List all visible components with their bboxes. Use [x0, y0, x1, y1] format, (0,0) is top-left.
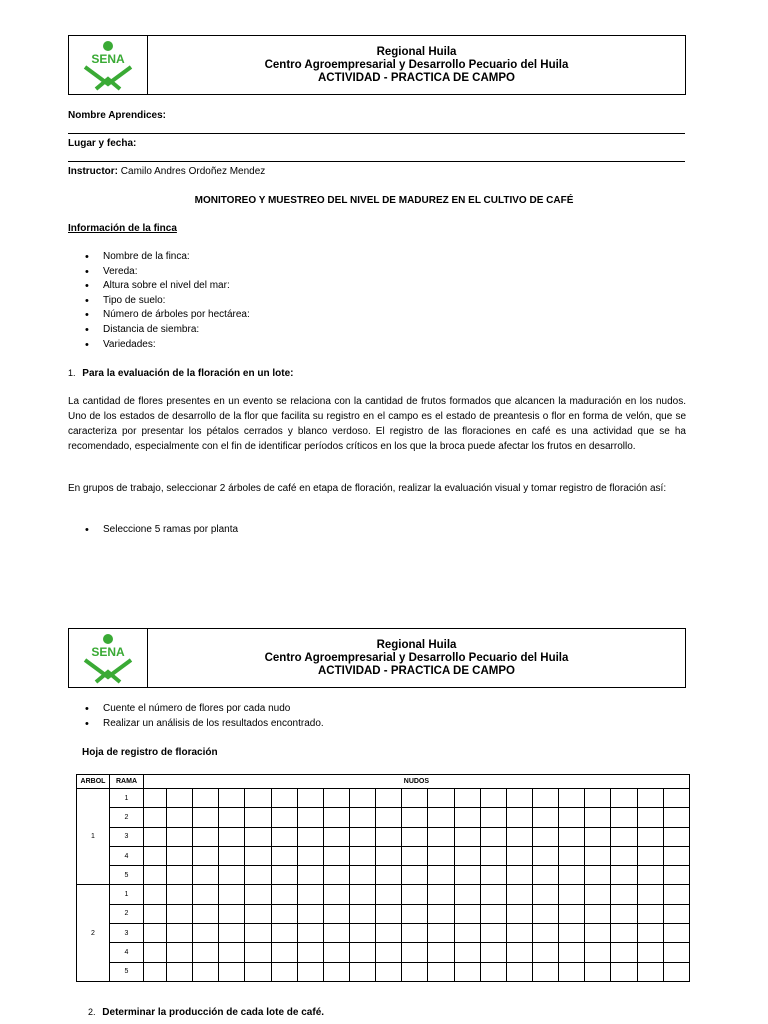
nudo-cell[interactable]	[245, 827, 271, 846]
nudo-cell[interactable]	[297, 866, 323, 885]
nudo-cell[interactable]	[559, 827, 585, 846]
nudo-cell[interactable]	[349, 962, 375, 981]
nudo-cell[interactable]	[193, 789, 219, 808]
nudo-cell[interactable]	[506, 924, 532, 943]
bullet-seleccione: • Seleccione 5 ramas por planta	[68, 523, 238, 538]
finca-heading: Información de la finca	[68, 223, 177, 234]
finca-item-nombre: • Nombre de la finca:	[68, 250, 250, 265]
nudo-cell[interactable]	[663, 789, 689, 808]
header-centro: Centro Agroempresarial y Desarrollo Pecuario del Huila	[264, 651, 569, 664]
nudo-cell[interactable]	[402, 827, 428, 846]
section-1-bullets-b	[68, 702, 324, 731]
nudo-cell[interactable]	[323, 943, 349, 962]
nudo-cell[interactable]	[349, 885, 375, 904]
nudo-cell[interactable]	[167, 943, 193, 962]
nudo-cell[interactable]	[144, 866, 167, 885]
nudo-cell[interactable]	[480, 789, 506, 808]
nudo-cell[interactable]	[532, 943, 558, 962]
lugar-fecha-line	[68, 161, 685, 162]
nombre-aprendices-line	[68, 133, 685, 134]
nudo-cell[interactable]	[193, 827, 219, 846]
nudo-cell[interactable]	[219, 789, 245, 808]
arbol-cell: 1	[77, 789, 110, 885]
nudo-cell[interactable]	[480, 846, 506, 865]
nudo-cell[interactable]	[402, 866, 428, 885]
registro-floracion-table	[76, 774, 690, 982]
nudo-cell[interactable]	[428, 924, 454, 943]
nudo-cell[interactable]	[585, 827, 611, 846]
nudo-cell[interactable]	[219, 846, 245, 865]
nudo-cell[interactable]	[271, 808, 297, 827]
nudo-cell[interactable]	[663, 827, 689, 846]
nudo-cell[interactable]	[219, 885, 245, 904]
nudo-cell[interactable]	[637, 808, 663, 827]
nudo-cell[interactable]	[245, 924, 271, 943]
table-row	[77, 924, 690, 943]
nudo-cell[interactable]	[637, 904, 663, 923]
nudo-cell[interactable]	[323, 962, 349, 981]
nudo-cell[interactable]	[663, 943, 689, 962]
nudo-cell[interactable]	[349, 943, 375, 962]
nudo-cell[interactable]	[402, 885, 428, 904]
nudo-cell[interactable]	[506, 962, 532, 981]
nudo-cell[interactable]	[663, 866, 689, 885]
nudo-cell[interactable]	[349, 846, 375, 865]
nudo-cell[interactable]	[402, 808, 428, 827]
nudo-cell[interactable]	[376, 885, 402, 904]
nudo-cell[interactable]	[349, 827, 375, 846]
col-arbol-header: ARBOL	[77, 775, 110, 789]
nudo-cell[interactable]	[559, 943, 585, 962]
nudo-cell[interactable]	[144, 846, 167, 865]
nudo-cell[interactable]	[454, 866, 480, 885]
nudo-cell[interactable]	[271, 846, 297, 865]
nudo-cell[interactable]	[376, 846, 402, 865]
table-row	[77, 943, 690, 962]
nudo-cell[interactable]	[376, 866, 402, 885]
nudo-cell[interactable]	[167, 789, 193, 808]
nudo-cell[interactable]	[271, 885, 297, 904]
nudo-cell[interactable]	[144, 808, 167, 827]
nudo-cell[interactable]	[144, 943, 167, 962]
nudo-cell[interactable]	[297, 885, 323, 904]
sena-logo-text: SENA	[91, 645, 125, 659]
nudo-cell[interactable]	[144, 827, 167, 846]
nudo-cell[interactable]	[271, 962, 297, 981]
nudo-cell[interactable]	[428, 943, 454, 962]
nudo-cell[interactable]	[637, 866, 663, 885]
nudo-cell[interactable]	[402, 943, 428, 962]
nudo-cell[interactable]	[297, 943, 323, 962]
header-actividad: ACTIVIDAD - PRACTICA DE CAMPO	[318, 71, 515, 84]
page-header-2	[68, 628, 686, 688]
nudo-cell[interactable]	[454, 846, 480, 865]
nudo-cell[interactable]	[585, 904, 611, 923]
nudo-cell[interactable]	[428, 904, 454, 923]
finca-list	[68, 250, 250, 352]
nudo-cell[interactable]	[480, 808, 506, 827]
header-actividad: ACTIVIDAD - PRACTICA DE CAMPO	[318, 664, 515, 677]
registro-title: Hoja de registro de floración	[82, 747, 218, 758]
nudo-cell[interactable]	[144, 962, 167, 981]
nudo-cell[interactable]	[663, 846, 689, 865]
rama-cell: 3	[110, 827, 144, 846]
nudo-cell[interactable]	[637, 885, 663, 904]
nudo-cell[interactable]	[637, 789, 663, 808]
nudo-cell[interactable]	[323, 924, 349, 943]
sena-logo	[69, 36, 148, 94]
section-2-heading	[88, 1006, 324, 1019]
nudo-cell[interactable]	[167, 924, 193, 943]
section-1-number: 1.	[68, 368, 76, 378]
header-regional: Regional Huila	[376, 638, 457, 651]
nudo-cell[interactable]	[559, 789, 585, 808]
nudo-cell[interactable]	[480, 885, 506, 904]
nudo-cell[interactable]	[506, 943, 532, 962]
nudo-cell[interactable]	[506, 904, 532, 923]
nudo-cell[interactable]	[349, 808, 375, 827]
document-title: MONITOREO Y MUESTREO DEL NIVEL DE MADUREZ EN EL CULTIVO DE CAFÉ	[194, 195, 574, 206]
nudo-cell[interactable]	[376, 962, 402, 981]
nudo-cell[interactable]	[611, 827, 637, 846]
nudo-cell[interactable]	[663, 885, 689, 904]
nudo-cell[interactable]	[297, 846, 323, 865]
nudo-cell[interactable]	[532, 885, 558, 904]
nudo-cell[interactable]	[167, 904, 193, 923]
nudo-cell[interactable]	[585, 789, 611, 808]
finca-item-vereda: • Vereda:	[68, 265, 250, 280]
nudo-cell[interactable]	[167, 846, 193, 865]
nudo-cell[interactable]	[402, 904, 428, 923]
table-header-row	[77, 775, 690, 789]
nudo-cell[interactable]	[271, 904, 297, 923]
nudo-cell[interactable]	[480, 904, 506, 923]
section-1-title: Para la evaluación de la floración en un lote:	[82, 368, 294, 379]
nudo-cell[interactable]	[323, 827, 349, 846]
nudo-cell[interactable]	[559, 846, 585, 865]
section-2-number: 2.	[88, 1007, 96, 1017]
nudo-cell[interactable]	[637, 846, 663, 865]
table-row	[77, 962, 690, 981]
nudo-cell[interactable]	[532, 827, 558, 846]
nudo-cell[interactable]	[585, 846, 611, 865]
nudo-cell[interactable]	[559, 924, 585, 943]
nudo-cell[interactable]	[454, 808, 480, 827]
nudo-cell[interactable]	[611, 943, 637, 962]
nudo-cell[interactable]	[245, 962, 271, 981]
nudo-cell[interactable]	[193, 904, 219, 923]
nudo-cell[interactable]	[428, 885, 454, 904]
bullet-analisis: • Realizar un análisis de los resultados encontrado.	[68, 717, 324, 732]
finca-item-arboles: • Número de árboles por hectárea:	[68, 308, 250, 323]
nudo-cell[interactable]	[245, 943, 271, 962]
nudo-cell[interactable]	[323, 866, 349, 885]
nudo-cell[interactable]	[297, 827, 323, 846]
instructor-value: Camilo Andres Ordoñez Mendez	[120, 166, 266, 177]
nudo-cell[interactable]	[245, 789, 271, 808]
nudo-cell[interactable]	[193, 962, 219, 981]
nudo-cell[interactable]	[532, 808, 558, 827]
nudo-cell[interactable]	[454, 904, 480, 923]
nudo-cell[interactable]	[167, 866, 193, 885]
nudo-cell[interactable]	[637, 924, 663, 943]
table-row	[77, 827, 690, 846]
section-1-bullets-a	[68, 523, 238, 538]
nudo-cell[interactable]	[167, 808, 193, 827]
nudo-cell[interactable]	[376, 904, 402, 923]
nudo-cell[interactable]	[193, 924, 219, 943]
nudo-cell[interactable]	[349, 789, 375, 808]
nudo-cell[interactable]	[376, 789, 402, 808]
table-row	[77, 789, 690, 808]
rama-cell: 4	[110, 943, 144, 962]
nudo-cell[interactable]	[663, 962, 689, 981]
nudo-cell[interactable]	[637, 962, 663, 981]
nudo-cell[interactable]	[323, 885, 349, 904]
nudo-cell[interactable]	[559, 885, 585, 904]
nudo-cell[interactable]	[402, 789, 428, 808]
nombre-aprendices-label: Nombre Aprendices:	[68, 110, 166, 121]
nudo-cell[interactable]	[323, 846, 349, 865]
nudo-cell[interactable]	[532, 962, 558, 981]
nudo-cell[interactable]	[428, 866, 454, 885]
nudo-cell[interactable]	[323, 808, 349, 827]
finca-item-variedades: • Variedades:	[68, 338, 250, 353]
nudo-cell[interactable]	[585, 943, 611, 962]
rama-cell: 5	[110, 866, 144, 885]
nudo-cell[interactable]	[376, 943, 402, 962]
nudo-cell[interactable]	[611, 808, 637, 827]
nudo-cell[interactable]	[454, 827, 480, 846]
nudo-cell[interactable]	[532, 846, 558, 865]
finca-item-distancia: • Distancia de siembra:	[68, 323, 250, 338]
nudo-cell[interactable]	[428, 808, 454, 827]
nudo-cell[interactable]	[144, 885, 167, 904]
nudo-cell[interactable]	[559, 866, 585, 885]
nudo-cell[interactable]	[219, 943, 245, 962]
header-centro: Centro Agroempresarial y Desarrollo Pecuario del Huila	[264, 58, 569, 71]
rama-cell: 1	[110, 885, 144, 904]
rama-cell: 4	[110, 846, 144, 865]
table-row	[77, 885, 690, 904]
nudo-cell[interactable]	[144, 904, 167, 923]
nudo-cell[interactable]	[480, 962, 506, 981]
nudo-cell[interactable]	[167, 885, 193, 904]
section-1-heading	[68, 367, 293, 380]
nudo-cell[interactable]	[428, 827, 454, 846]
instructor-row	[68, 165, 265, 178]
rama-cell: 5	[110, 962, 144, 981]
nudo-cell[interactable]	[454, 924, 480, 943]
nudo-cell[interactable]	[585, 924, 611, 943]
nudo-cell[interactable]	[219, 962, 245, 981]
lugar-fecha-label: Lugar y fecha:	[68, 138, 137, 149]
nudo-cell[interactable]	[585, 962, 611, 981]
nudo-cell[interactable]	[349, 904, 375, 923]
rama-cell: 2	[110, 904, 144, 923]
bullet-cuente: • Cuente el número de flores por cada nudo	[68, 702, 324, 717]
sena-logo-text: SENA	[91, 52, 125, 66]
nudo-cell[interactable]	[245, 846, 271, 865]
nudo-cell[interactable]	[480, 924, 506, 943]
nudo-cell[interactable]	[402, 962, 428, 981]
table-row	[77, 808, 690, 827]
nudo-cell[interactable]	[245, 866, 271, 885]
table-row	[77, 866, 690, 885]
nudo-cell[interactable]	[297, 904, 323, 923]
nudo-cell[interactable]	[532, 904, 558, 923]
nudo-cell[interactable]	[193, 846, 219, 865]
nudo-cell[interactable]	[376, 827, 402, 846]
nudo-cell[interactable]	[506, 885, 532, 904]
nudo-cell[interactable]	[637, 943, 663, 962]
nudo-cell[interactable]	[219, 904, 245, 923]
rama-cell: 1	[110, 789, 144, 808]
nudo-cell[interactable]	[271, 789, 297, 808]
instructor-label: Instructor:	[68, 166, 118, 177]
nudo-cell[interactable]	[193, 866, 219, 885]
nudo-cell[interactable]	[663, 904, 689, 923]
nudo-cell[interactable]	[144, 924, 167, 943]
nudo-cell[interactable]	[532, 924, 558, 943]
nudo-cell[interactable]	[271, 924, 297, 943]
nudo-cell[interactable]	[167, 962, 193, 981]
nudo-cell[interactable]	[611, 924, 637, 943]
arbol-cell: 2	[77, 885, 110, 981]
header-regional: Regional Huila	[376, 45, 457, 58]
nudo-cell[interactable]	[245, 808, 271, 827]
nudo-cell[interactable]	[454, 962, 480, 981]
nudo-cell[interactable]	[611, 789, 637, 808]
nudo-cell[interactable]	[297, 962, 323, 981]
section-2-title: Determinar la producción de cada lote de café.	[102, 1007, 325, 1018]
nudo-cell[interactable]	[611, 962, 637, 981]
nudo-cell[interactable]	[376, 924, 402, 943]
nudo-cell[interactable]	[245, 885, 271, 904]
nudo-cell[interactable]	[506, 827, 532, 846]
sena-logo	[69, 629, 148, 687]
nudo-cell[interactable]	[506, 808, 532, 827]
nudo-cell[interactable]	[193, 943, 219, 962]
nudo-cell[interactable]	[323, 789, 349, 808]
nudo-cell[interactable]	[611, 885, 637, 904]
nudo-cell[interactable]	[297, 808, 323, 827]
table-row	[77, 904, 690, 923]
nudo-cell[interactable]	[219, 866, 245, 885]
nudo-cell[interactable]	[144, 789, 167, 808]
section-1-paragraph-2: En grupos de trabajo, seleccionar 2 árboles de café en etapa de floración, realizar la evaluación visual y tomar registro de floración así:	[68, 483, 667, 494]
rama-cell: 3	[110, 924, 144, 943]
nudo-cell[interactable]	[480, 943, 506, 962]
nudo-cell[interactable]	[428, 789, 454, 808]
nudo-cell[interactable]	[193, 885, 219, 904]
nudo-cell[interactable]	[532, 866, 558, 885]
nudo-cell[interactable]	[611, 846, 637, 865]
nudo-cell[interactable]	[323, 904, 349, 923]
nudo-cell[interactable]	[402, 924, 428, 943]
nudo-cell[interactable]	[480, 827, 506, 846]
nudo-cell[interactable]	[585, 808, 611, 827]
nudo-cell[interactable]	[219, 827, 245, 846]
nudo-cell[interactable]	[585, 885, 611, 904]
nudo-cell[interactable]	[506, 846, 532, 865]
nudo-cell[interactable]	[611, 904, 637, 923]
nudo-cell[interactable]	[402, 846, 428, 865]
nudo-cell[interactable]	[559, 904, 585, 923]
nudo-cell[interactable]	[349, 924, 375, 943]
finca-item-altura: • Altura sobre el nivel del mar:	[68, 279, 250, 294]
rama-cell: 2	[110, 808, 144, 827]
nudo-cell[interactable]	[245, 904, 271, 923]
nudo-cell[interactable]	[193, 808, 219, 827]
col-nudos-header: NUDOS	[144, 775, 690, 789]
nudo-cell[interactable]	[454, 789, 480, 808]
finca-item-suelo: • Tipo de suelo:	[68, 294, 250, 309]
nudo-cell[interactable]	[637, 827, 663, 846]
nudo-cell[interactable]	[376, 808, 402, 827]
nudo-cell[interactable]	[532, 789, 558, 808]
nudo-cell[interactable]	[506, 866, 532, 885]
col-rama-header: RAMA	[110, 775, 144, 789]
nudo-cell[interactable]	[663, 924, 689, 943]
nudo-cell[interactable]	[297, 924, 323, 943]
page-header-1	[68, 35, 686, 95]
nudo-cell[interactable]	[219, 924, 245, 943]
section-1-paragraph-1: La cantidad de flores presentes en un evento se relaciona con la cantidad de frutos formados que alcancen la maduración en los nudos. Uno de los estados de desarrollo de la flor que facilita su registro en el campo es el estado de preantesis o flor en forma de velón, que se caracteriza por presentar los pétalos cerrados y blanco verdoso. El registro de las floraciones en café es una actividad que se ha recomendado, especialmente con el fin de identificar períodos críticos en los que la broca puede afectar los frutos en desarrollo.	[68, 396, 686, 452]
nudo-cell[interactable]	[480, 866, 506, 885]
nudo-cell[interactable]	[349, 866, 375, 885]
nudo-cell[interactable]	[271, 827, 297, 846]
nudo-cell[interactable]	[454, 943, 480, 962]
nudo-cell[interactable]	[297, 789, 323, 808]
nudo-cell[interactable]	[271, 866, 297, 885]
table-row	[77, 846, 690, 865]
nudo-cell[interactable]	[428, 962, 454, 981]
nudo-cell[interactable]	[559, 962, 585, 981]
nudo-cell[interactable]	[506, 789, 532, 808]
nudo-cell[interactable]	[219, 808, 245, 827]
nudo-cell[interactable]	[585, 866, 611, 885]
nudo-cell[interactable]	[611, 866, 637, 885]
nudo-cell[interactable]	[454, 885, 480, 904]
nudo-cell[interactable]	[428, 846, 454, 865]
nudo-cell[interactable]	[167, 827, 193, 846]
nudo-cell[interactable]	[663, 808, 689, 827]
nudo-cell[interactable]	[271, 943, 297, 962]
nudo-cell[interactable]	[559, 808, 585, 827]
